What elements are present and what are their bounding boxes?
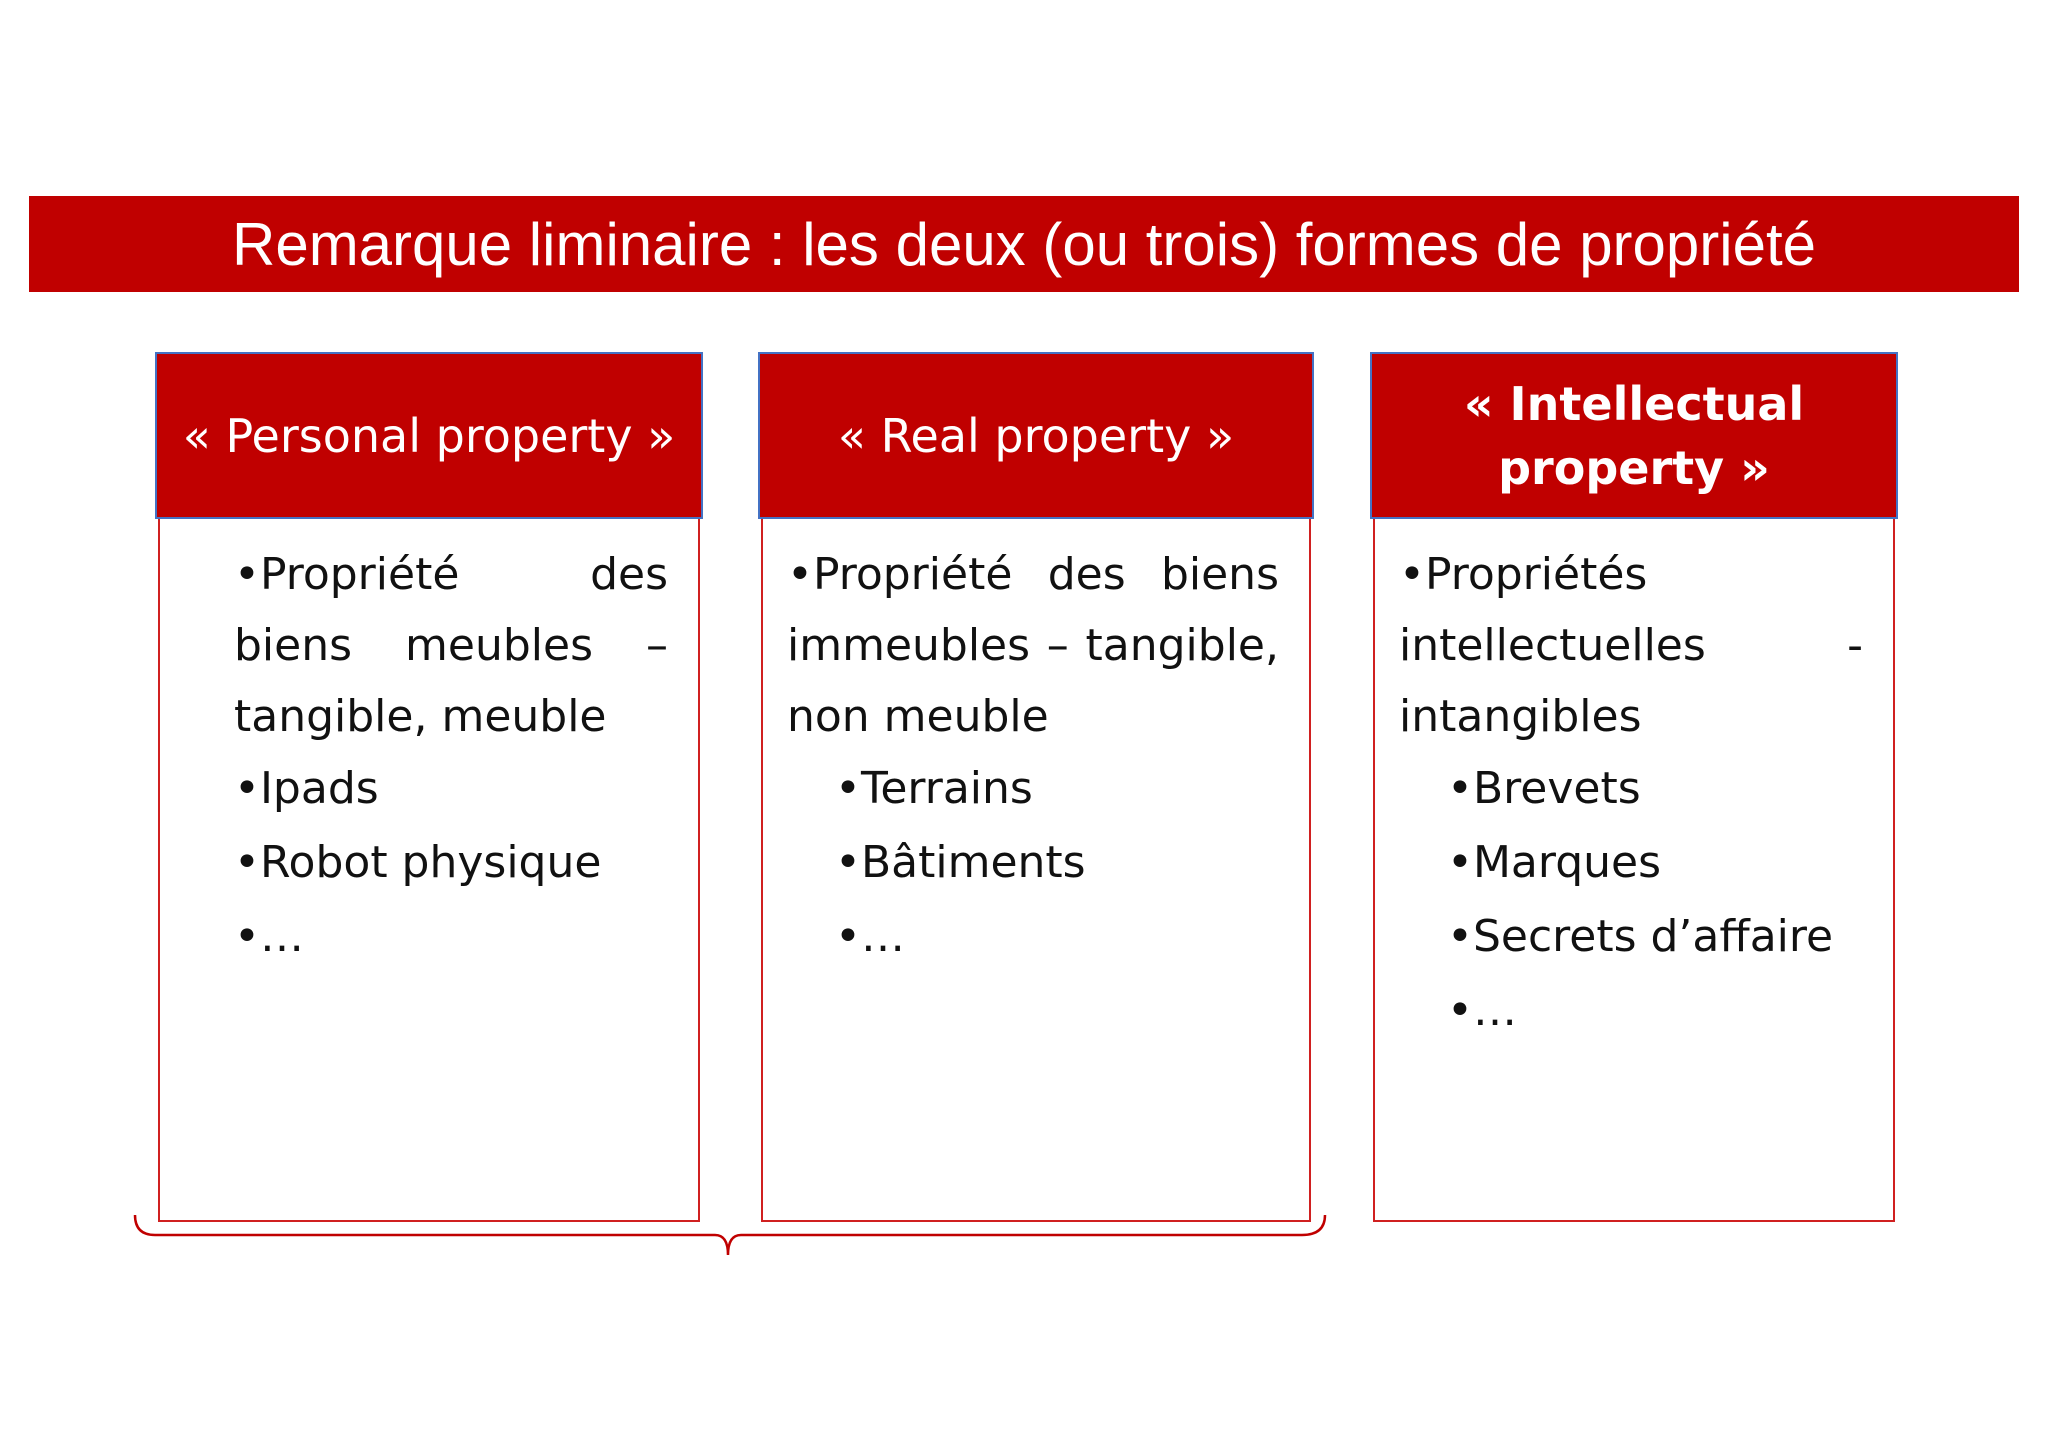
item-list <box>787 752 1279 974</box>
column-content <box>787 539 1279 974</box>
column-intro: •Propriété des biens meubles – tangible, meuble <box>234 549 668 742</box>
list-item: •Bâtiments <box>835 837 1086 888</box>
column-content <box>234 539 668 974</box>
column-real-property <box>758 352 1314 1222</box>
item-list <box>1399 752 1863 1048</box>
list-item: •Secrets d’affaire <box>1447 911 1834 962</box>
list-item: •Robot physique <box>234 837 602 888</box>
list-item: •Terrains <box>835 763 1033 814</box>
grouping-brace <box>130 1210 1330 1260</box>
column-intro: •Propriétés intellectuelles - intangibles <box>1399 549 1863 742</box>
list-item: •… <box>1447 985 1517 1036</box>
column-body <box>1373 519 1895 1222</box>
column-header-text: « Personal property » <box>182 408 676 463</box>
list-item: •… <box>835 911 905 962</box>
column-content <box>1399 539 1863 1048</box>
column-intellectual-property <box>1370 352 1898 1222</box>
brace-path <box>135 1215 1325 1255</box>
column-header <box>1370 352 1898 519</box>
column-header <box>758 352 1314 519</box>
item-list <box>234 752 668 974</box>
list-item: •… <box>234 911 304 962</box>
column-header <box>155 352 703 519</box>
title-banner <box>29 196 2019 292</box>
list-item: •Marques <box>1447 837 1662 888</box>
column-body <box>158 519 700 1222</box>
column-intro: •Propriété des biens immeubles – tangible, non meuble <box>787 549 1279 742</box>
column-header-text: « Intellectual property » <box>1463 376 1805 495</box>
list-item: •Brevets <box>1447 763 1641 814</box>
slide-title: Remarque liminaire : les deux (ou trois) formes de propriété <box>232 210 1816 278</box>
column-header-text: « Real property » <box>837 408 1235 463</box>
list-item: •Ipads <box>234 763 379 814</box>
column-personal-property <box>155 352 703 1222</box>
column-body <box>761 519 1311 1222</box>
